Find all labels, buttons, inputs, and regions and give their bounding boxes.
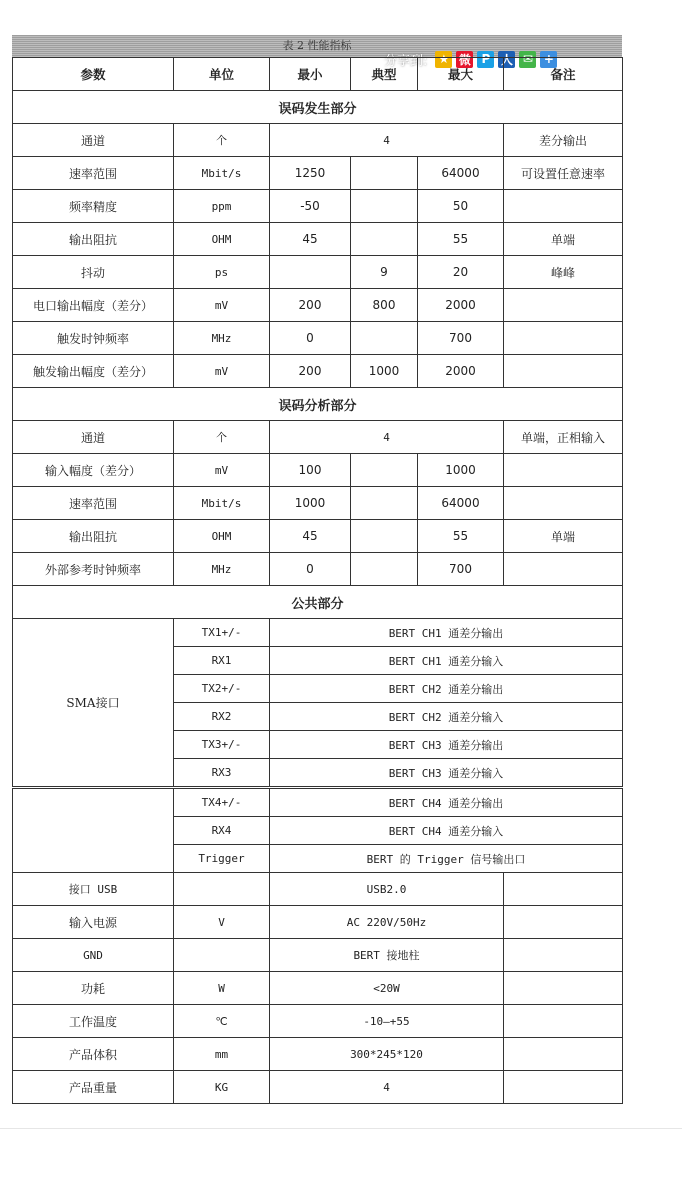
unit-cell: OHM — [174, 223, 270, 256]
common-row — [13, 972, 623, 1005]
unit-cell: OHM — [174, 520, 270, 553]
typ-cell — [351, 487, 418, 520]
port-cell: RX3 — [174, 759, 270, 788]
spec-row — [13, 157, 623, 190]
qzone-icon[interactable]: ★ — [435, 51, 452, 68]
note-cell — [504, 939, 623, 972]
typ-cell — [351, 157, 418, 190]
note-cell — [504, 1071, 623, 1104]
typ-cell — [351, 520, 418, 553]
param-cell: 触发输出幅度（差分） — [13, 355, 174, 388]
param-cell: 速率范围 — [13, 487, 174, 520]
port-desc-cell: BERT 的 Trigger 信号输出口 — [270, 845, 623, 873]
spec-row — [13, 553, 623, 586]
spec-row — [13, 322, 623, 355]
note-cell — [504, 322, 623, 355]
note-cell: 单端 — [504, 223, 623, 256]
note-cell — [504, 487, 623, 520]
param-cell: 输入幅度（差分） — [13, 454, 174, 487]
value-cell: 4 — [270, 124, 504, 157]
max-cell: 55 — [418, 223, 504, 256]
typ-cell: 800 — [351, 289, 418, 322]
header-cell: 单位 — [174, 58, 270, 91]
header-cell: 备注 — [504, 58, 623, 91]
spec-row — [13, 256, 623, 289]
header-cell: 最小 — [270, 58, 351, 91]
spec-row — [13, 223, 623, 256]
wechat-icon[interactable]: ✉ — [519, 51, 536, 68]
port-cell: TX2+/- — [174, 675, 270, 703]
note-cell: 单端 — [504, 520, 623, 553]
typ-cell — [351, 223, 418, 256]
spec-row — [13, 421, 623, 454]
unit-cell: W — [174, 972, 270, 1005]
renren-icon[interactable]: 人 — [498, 51, 515, 68]
section-title: 误码发生部分 — [13, 91, 623, 124]
port-cell: RX2 — [174, 703, 270, 731]
max-cell: 1000 — [418, 454, 504, 487]
section-title: 公共部分 — [13, 586, 623, 619]
note-cell — [504, 906, 623, 939]
typ-cell: 1000 — [351, 355, 418, 388]
value-cell: BERT 接地柱 — [270, 939, 504, 972]
param-cell: 触发时钟频率 — [13, 322, 174, 355]
param-cell: 输入电源 — [13, 906, 174, 939]
note-cell — [504, 454, 623, 487]
note-cell — [504, 1005, 623, 1038]
value-cell: AC 220V/50Hz — [270, 906, 504, 939]
min-cell: -50 — [270, 190, 351, 223]
min-cell: 1000 — [270, 487, 351, 520]
port-desc-cell: BERT CH4 通差分输入 — [270, 817, 623, 845]
section-row — [13, 388, 623, 421]
max-cell: 700 — [418, 553, 504, 586]
note-cell — [504, 1038, 623, 1071]
port-desc-cell: BERT CH2 通差分输入 — [270, 703, 623, 731]
unit-cell: Mbit/s — [174, 157, 270, 190]
max-cell: 2000 — [418, 289, 504, 322]
note-cell — [504, 873, 623, 906]
unit-cell: mV — [174, 289, 270, 322]
port-cell: Trigger — [174, 845, 270, 873]
min-cell — [270, 256, 351, 289]
note-cell — [504, 553, 623, 586]
min-cell: 200 — [270, 289, 351, 322]
unit-cell: MHz — [174, 553, 270, 586]
header-row — [13, 58, 623, 91]
common-row — [13, 1005, 623, 1038]
header-cell: 典型 — [351, 58, 418, 91]
spec-row — [13, 454, 623, 487]
weibo-icon[interactable]: 微 — [456, 51, 473, 68]
port-desc-cell: BERT CH3 通差分输出 — [270, 731, 623, 759]
min-cell: 45 — [270, 223, 351, 256]
sma-row — [13, 619, 623, 647]
unit-cell — [174, 939, 270, 972]
param-cell: 通道 — [13, 421, 174, 454]
param-cell: 外部参考时钟频率 — [13, 553, 174, 586]
unit-cell — [174, 873, 270, 906]
param-cell: 产品重量 — [13, 1071, 174, 1104]
port-cell: TX1+/- — [174, 619, 270, 647]
sma-label-cell: SMA接口 — [13, 619, 174, 788]
port-cell: RX4 — [174, 817, 270, 845]
spec-row — [13, 487, 623, 520]
max-cell: 2000 — [418, 355, 504, 388]
value-cell: 4 — [270, 1071, 504, 1104]
section-title: 误码分析部分 — [13, 388, 623, 421]
spec-row — [13, 520, 623, 553]
unit-cell: mV — [174, 454, 270, 487]
spec-row — [13, 289, 623, 322]
header-cell: 最大 — [418, 58, 504, 91]
sma-row — [13, 788, 623, 817]
note-cell: 差分输出 — [504, 124, 623, 157]
value-cell: -10—+55 — [270, 1005, 504, 1038]
share-label: 分享到: — [384, 53, 428, 69]
note-cell — [504, 190, 623, 223]
min-cell: 45 — [270, 520, 351, 553]
param-cell: 速率范围 — [13, 157, 174, 190]
max-cell: 64000 — [418, 157, 504, 190]
more-icon[interactable]: + — [540, 51, 557, 68]
note-cell — [504, 355, 623, 388]
footer-divider — [0, 1128, 682, 1129]
param-cell: 输出阻抗 — [13, 223, 174, 256]
port-cell: RX1 — [174, 647, 270, 675]
param-cell: 通道 — [13, 124, 174, 157]
spec-table — [12, 57, 623, 1104]
port-desc-cell: BERT CH1 通差分输入 — [270, 647, 623, 675]
param-cell: GND — [13, 939, 174, 972]
note-cell: 峰峰 — [504, 256, 623, 289]
param-cell: 输出阻抗 — [13, 520, 174, 553]
port-cell: TX3+/- — [174, 731, 270, 759]
max-cell: 50 — [418, 190, 504, 223]
param-cell: 接口 USB — [13, 873, 174, 906]
value-cell: USB2.0 — [270, 873, 504, 906]
param-cell: 功耗 — [13, 972, 174, 1005]
common-row — [13, 873, 623, 906]
note-cell: 单端，正相输入 — [504, 421, 623, 454]
value-cell: 300*245*120 — [270, 1038, 504, 1071]
unit-cell: ℃ — [174, 1005, 270, 1038]
max-cell: 55 — [418, 520, 504, 553]
spec-row — [13, 124, 623, 157]
section-row — [13, 586, 623, 619]
typ-cell: 9 — [351, 256, 418, 289]
common-row — [13, 1071, 623, 1104]
port-desc-cell: BERT CH1 通差分输出 — [270, 619, 623, 647]
unit-cell: 个 — [174, 124, 270, 157]
typ-cell — [351, 454, 418, 487]
param-cell: 电口输出幅度（差分） — [13, 289, 174, 322]
spec-row — [13, 190, 623, 223]
header-cell: 参数 — [13, 58, 174, 91]
unit-cell: 个 — [174, 421, 270, 454]
note-cell — [504, 972, 623, 1005]
value-cell: 4 — [270, 421, 504, 454]
tencent-weibo-icon[interactable]: P — [477, 51, 494, 68]
typ-cell — [351, 322, 418, 355]
port-desc-cell: BERT CH4 通差分输出 — [270, 788, 623, 817]
spec-row — [13, 355, 623, 388]
note-cell — [504, 289, 623, 322]
unit-cell: MHz — [174, 322, 270, 355]
unit-cell: Mbit/s — [174, 487, 270, 520]
typ-cell — [351, 553, 418, 586]
min-cell: 100 — [270, 454, 351, 487]
common-row — [13, 1038, 623, 1071]
section-row — [13, 91, 623, 124]
unit-cell: mm — [174, 1038, 270, 1071]
port-desc-cell: BERT CH3 通差分输入 — [270, 759, 623, 788]
sma-label-cell — [13, 788, 174, 873]
value-cell: <20W — [270, 972, 504, 1005]
typ-cell — [351, 190, 418, 223]
unit-cell: KG — [174, 1071, 270, 1104]
port-cell: TX4+/- — [174, 788, 270, 817]
max-cell: 700 — [418, 322, 504, 355]
min-cell: 0 — [270, 322, 351, 355]
min-cell: 0 — [270, 553, 351, 586]
param-cell: 产品体积 — [13, 1038, 174, 1071]
min-cell: 1250 — [270, 157, 351, 190]
max-cell: 20 — [418, 256, 504, 289]
unit-cell: ppm — [174, 190, 270, 223]
unit-cell: mV — [174, 355, 270, 388]
max-cell: 64000 — [418, 487, 504, 520]
port-desc-cell: BERT CH2 通差分输出 — [270, 675, 623, 703]
common-row — [13, 939, 623, 972]
table-caption: 表 2 性能指标 — [282, 39, 352, 52]
common-row — [13, 906, 623, 939]
unit-cell: ps — [174, 256, 270, 289]
param-cell: 工作温度 — [13, 1005, 174, 1038]
unit-cell: V — [174, 906, 270, 939]
min-cell: 200 — [270, 355, 351, 388]
note-cell: 可设置任意速率 — [504, 157, 623, 190]
param-cell: 抖动 — [13, 256, 174, 289]
param-cell: 频率精度 — [13, 190, 174, 223]
